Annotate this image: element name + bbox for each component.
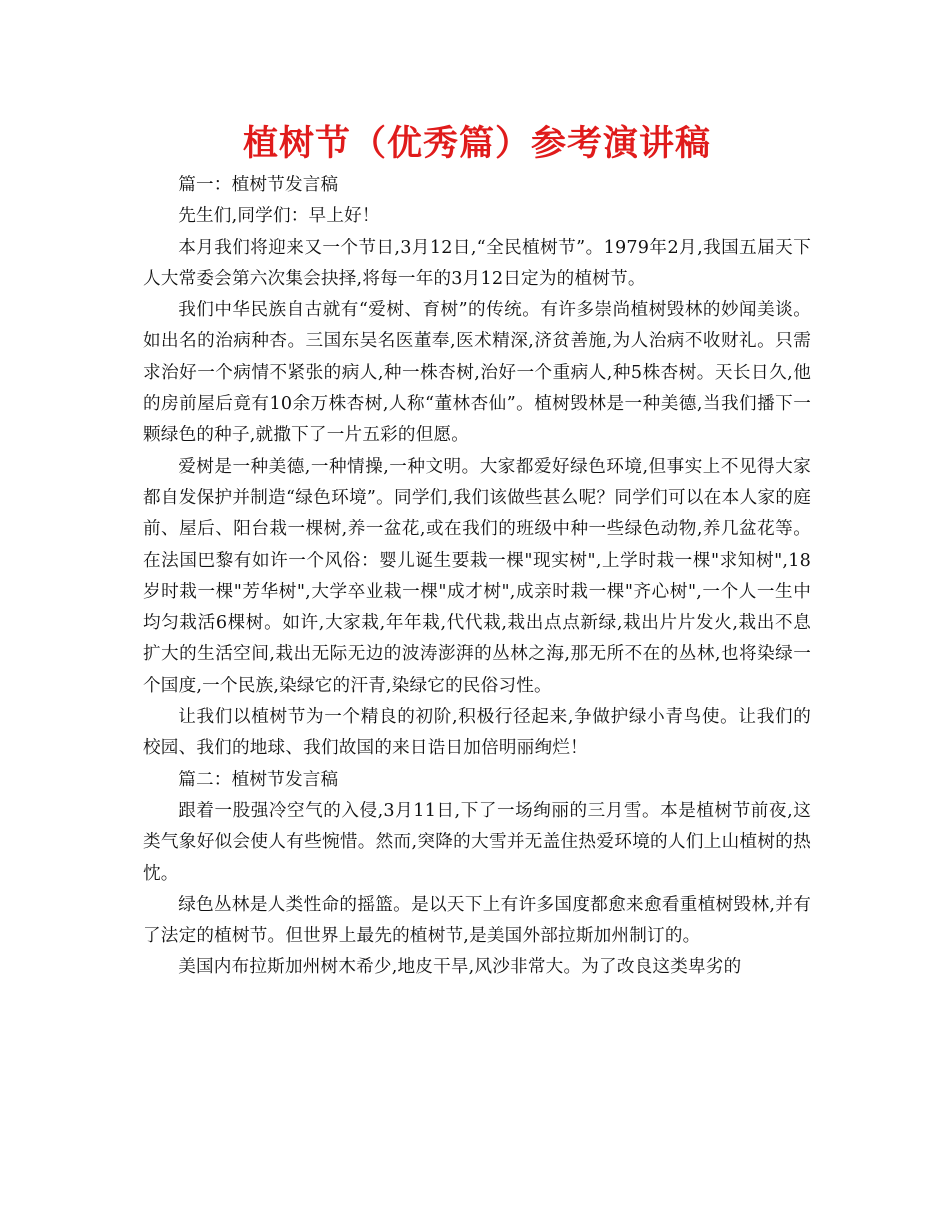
- greeting-paragraph: 先生们,同学们：早上好！: [178, 206, 380, 227]
- document-page: [143, 118, 811, 984]
- body-paragraph: 跟着一股强冷空气的入侵,3月11日,下了一场绚丽的三月雪。本是植树节前夜,这类气象好似会使人有些惋惜。然而,突降的大雪并无盖住热爱环境的人们上山植树的热忱。: [143, 800, 811, 884]
- body-paragraph: 美国内布拉斯加州树木希少,地皮干旱,风沙非常大。为了改良这类卑劣的: [178, 957, 742, 978]
- body-paragraph: 我们中华民族自古就有“爱树、育树”的传统。有许多崇尚植树毁林的妙闻美谈。如出名的治病种杏。三国东吴名医董奉,医术精深,济贫善施,为人治病不收财礼。只需求治好一个病情不紧张的病人,种一株杏树,治好一个重病人,种5株杏树。天长日久,他的房前屋后竟有10余万株杏树,人称“董林杏仙”。植树毁林是一种美德,当我们播下一颗绿色的种子,就撒下了一片五彩的但愿。: [143, 300, 811, 446]
- body-paragraph: 爱树是一种美德,一种情操,一种文明。大家都爱好绿色环境,但事实上不见得大家都自发保护并制造“绿色环境”。同学们,我们该做些甚么呢？同学们可以在本人家的庭前、屋后、阳台栽一棵树,养一盆花,或在我们的班级中种一些绿色动物,养几盆花等。在法国巴黎有如许一个风俗：婴儿诞生要栽一棵"现实树",上学时栽一棵"求知树",18岁时栽一棵"芳华树",大学卒业栽一棵"成才树",成亲时栽一棵"齐心树",一个人一生中均匀栽活6棵树。如许,大家栽,年年栽,代代栽,栽出点点新绿,栽出片片发火,栽出不息扩大的生活空间,栽出无际无边的波涛澎湃的丛林之海,那无所不在的丛林,也将染绿一个国度,一个民族,染绿它的汗青,染绿它的民俗习性。: [143, 456, 811, 696]
- body-paragraph: 本月我们将迎来又一个节日,3月12日,“全民植树节”。1979年2月,我国五届天下人大常委会第六次集会抉择,将每一年的3月12日定为的植树节。: [143, 237, 811, 289]
- body-paragraph: 绿色丛林是人类性命的摇篮。是以天下上有许多国度都愈来愈看重植树毁林,并有了法定的植树节。但世界上最先的植树节,是美国外部拉斯加州制订的。: [143, 894, 811, 947]
- section-heading-1: 篇一：植树节发言稿: [178, 175, 339, 195]
- body-paragraph: 让我们以植树节为一个精良的初阶,积极行径起来,争做护绿小青鸟使。让我们的校园、我们的地球、我们故国的来日诰日加倍明丽绚烂！: [143, 707, 811, 759]
- document-body: [143, 170, 811, 984]
- section-heading-2: 篇二：植树节发言稿: [178, 769, 339, 790]
- document-title: 植树节（优秀篇）参考演讲稿: [242, 124, 711, 164]
